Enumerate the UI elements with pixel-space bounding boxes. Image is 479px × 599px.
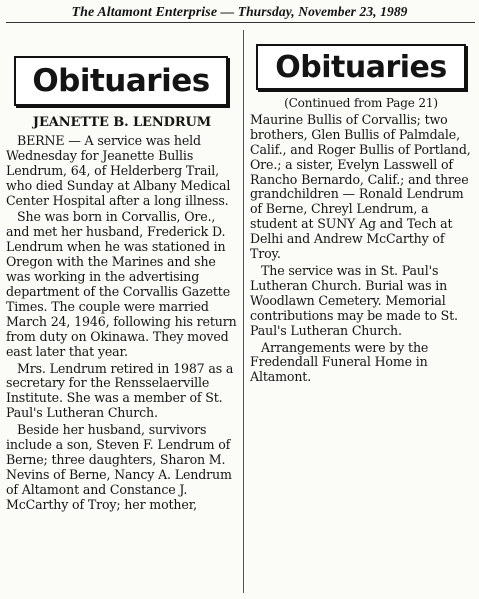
article-paragraph: The service was in St. Paul's Lutheran Church. Burial was in Woodlawn Cemetery. Memorial contributions may be made to St. Paul's Lutheran Church. bbox=[250, 262, 458, 338]
masthead-rule bbox=[6, 22, 475, 23]
left-article bbox=[6, 116, 238, 513]
right-column bbox=[250, 28, 472, 387]
article-paragraph: Arrangements were by the Fredendall Funeral Home in Altamont. bbox=[250, 339, 429, 385]
masthead bbox=[0, 4, 479, 21]
right-article bbox=[250, 96, 472, 385]
obituaries-banner: Obituaries bbox=[256, 44, 466, 90]
article-paragraph: She was born in Corvallis, Ore., and met her husband, Frederick D. Lendrum when he was stationed in Oregon with the Marines and she was working in the advertising department of the Corvallis Gazette Times. The couple were married March 24, 1946, following his return from duty on Okinawa. They moved east later that year. bbox=[6, 209, 237, 359]
article-paragraph: Maurine Bullis of Corvallis; two brothers, Glen Bullis of Palmdale, Calif., and Roger Bullis of Portland, Ore.; a sister, Evelyn Lasswell of Rancho Bernardo, Calif.; and three grandchildren — Ronald Lendrum of Berne, Chreyl Lendrum, a student at SUNY Ag and Tech at Delhi and Andrew McCarthy of Troy. bbox=[250, 111, 471, 262]
newspaper-name: The Altamont Enterprise bbox=[71, 5, 218, 20]
article-paragraph: Beside her husband, survivors include a son, Steven F. Lendrum of Berne; three daughters, Sharon M. Nevins of Berne, Nancy A. Lendrum of Altamont and Constance J. McCarthy of Troy; her mother, bbox=[6, 422, 232, 512]
left-column bbox=[6, 28, 238, 515]
masthead-separator: — bbox=[220, 4, 235, 19]
article-headline: JEANETTE B. LENDRUM bbox=[32, 115, 212, 130]
continued-note: (Continued from Page 21) bbox=[284, 96, 438, 110]
article-paragraph: Mrs. Lendrum retired in 1987 as a secretary for the Rensselaerville Institute. She was a member of St. Paul's Lutheran Church. bbox=[6, 360, 234, 421]
article-paragraph: BERNE — A service was held Wednesday for Jeanette Bullis Lendrum, 64, of Helderberg Trail, who died Sunday at Albany Medical Center Hospital after a long illness. bbox=[6, 132, 231, 208]
column-divider bbox=[243, 30, 244, 593]
issue-date: Thursday, November 23, 1989 bbox=[237, 4, 408, 19]
obituaries-banner: Obituaries bbox=[14, 56, 228, 106]
